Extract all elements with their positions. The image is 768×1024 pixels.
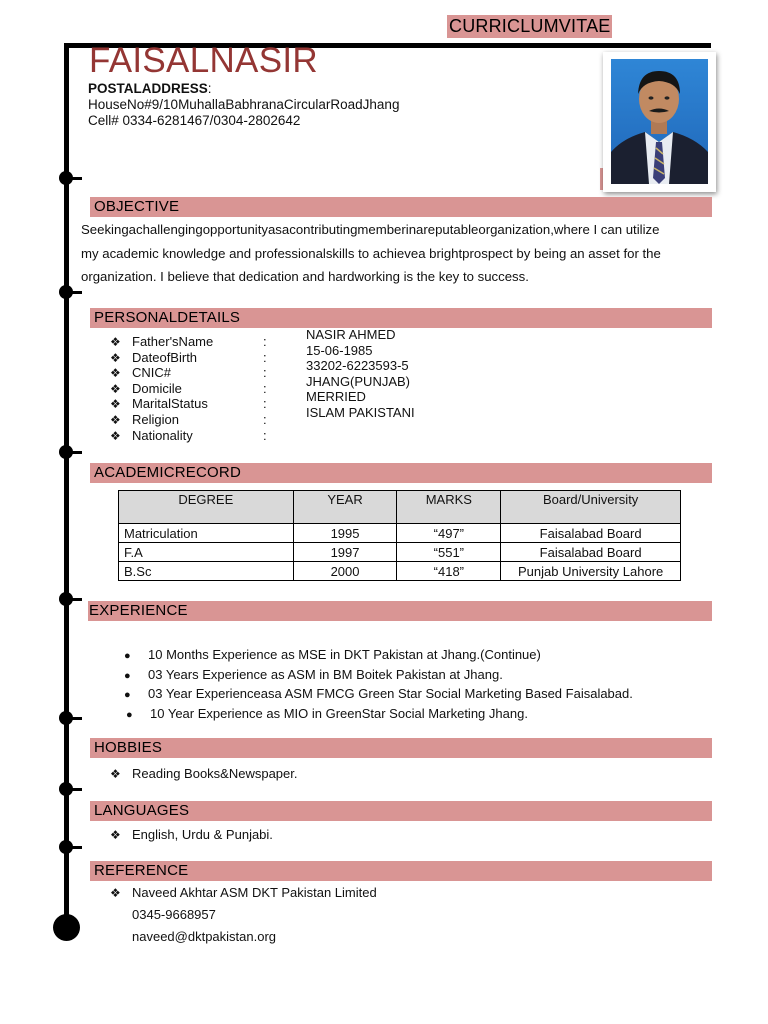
diamond-bullet-icon: ❖ xyxy=(110,767,121,781)
timeline-dot-icon xyxy=(59,592,73,606)
personal-details-title: PERSONALDETAILS xyxy=(94,309,241,326)
cell-marks: “551” xyxy=(397,543,501,562)
personal-colon: : xyxy=(263,349,267,365)
language-text: English, Urdu & Punjabi. xyxy=(132,827,273,842)
hobbies-section-bar xyxy=(90,738,712,758)
academic-header-row xyxy=(119,491,681,524)
experience-item-text: 03 Year Experienceasa ASM FMCG Green Star Social Marketing Based Faisalabad. xyxy=(148,686,633,701)
diamond-bullet-icon: ❖ xyxy=(110,366,121,381)
personal-colon: : xyxy=(263,412,267,427)
list-item xyxy=(124,665,503,687)
cell-degree: B.Sc xyxy=(119,562,294,581)
personal-label: Nationality xyxy=(132,427,193,443)
list-item xyxy=(110,824,273,846)
cell-marks: “497” xyxy=(397,524,501,543)
cell-degree: Matriculation xyxy=(119,524,294,543)
header-board: Board/University xyxy=(501,491,681,524)
header-year: YEAR xyxy=(293,491,397,524)
timeline-dot-icon xyxy=(59,782,73,796)
list-item xyxy=(124,684,633,706)
personal-value-marital-status: MERRIED xyxy=(306,389,366,405)
postal-address-label: POSTALADDRESS xyxy=(88,81,208,96)
personal-value-date-of-birth: 15-06-1985 xyxy=(306,342,373,358)
objective-title: OBJECTIVE xyxy=(94,198,180,215)
portrait-photo-icon xyxy=(603,52,716,192)
list-item xyxy=(110,882,377,904)
cell-year: 2000 xyxy=(293,562,397,581)
diamond-bullet-icon: ❖ xyxy=(110,350,121,365)
timeline-end-dot-icon xyxy=(53,914,80,941)
header-marks: MARKS xyxy=(397,491,501,524)
round-bullet-icon: ● xyxy=(124,650,131,662)
personal-colon: : xyxy=(263,380,267,396)
experience-item-text: 03 Years Experience as ASM in BM Boitek Pakistan at Jhang. xyxy=(148,666,503,682)
personal-value-cnic: 33202-6223593-5 xyxy=(306,358,409,374)
cell-marks: “418” xyxy=(397,562,501,581)
hobby-text: Reading Books&Newspaper. xyxy=(132,766,298,781)
objective-line: my academic knowledge and professionalskills to achievea brightprospect by being an asset for the xyxy=(81,245,661,261)
objective-text xyxy=(81,218,711,289)
timeline-dot-icon xyxy=(59,285,73,299)
header-degree: DEGREE xyxy=(119,491,294,524)
languages-section-bar xyxy=(90,801,712,821)
reference-section-bar xyxy=(90,861,712,881)
personal-row-fathers-name xyxy=(110,334,213,351)
diamond-bullet-icon: ❖ xyxy=(110,428,121,443)
profile-photo xyxy=(603,52,716,192)
experience-item-text: 10 Year Experience as MIO in GreenStar Social Marketing Jhang. xyxy=(150,705,528,721)
personal-row-marital-status xyxy=(110,396,208,413)
personal-row-date-of-birth xyxy=(110,350,197,367)
languages-title: LANGUAGES xyxy=(94,802,190,819)
objective-section-bar xyxy=(90,197,712,217)
cell-line: Cell# 0334-6281467/0304-2802642 xyxy=(88,113,301,128)
table-row xyxy=(119,524,681,543)
personal-details-section-bar xyxy=(90,308,712,328)
personal-colon: : xyxy=(263,334,267,349)
personal-colon: : xyxy=(263,365,267,381)
cell-board: Punjab University Lahore xyxy=(501,562,681,581)
cell-degree: F.A xyxy=(119,543,294,562)
academic-section-bar xyxy=(90,463,712,483)
personal-value-domicile: JHANG(PUNJAB) xyxy=(306,373,411,389)
timeline-dot-icon xyxy=(59,711,73,725)
personal-label: DateofBirth xyxy=(132,349,198,365)
personal-label: Father'sName xyxy=(132,334,214,349)
cell-year: 1995 xyxy=(293,524,397,543)
timeline-dot-icon xyxy=(59,445,73,459)
personal-row-domicile xyxy=(110,381,182,398)
academic-table xyxy=(118,490,681,581)
list-item xyxy=(124,645,541,667)
experience-section-bar xyxy=(88,601,712,621)
personal-row-cnic xyxy=(110,365,171,382)
diamond-bullet-icon: ❖ xyxy=(110,886,121,900)
diamond-bullet-icon: ❖ xyxy=(110,381,121,396)
reference-phone: 0345-9668957 xyxy=(132,907,216,922)
personal-value-fathers-name: NASIR AHMED xyxy=(306,327,396,342)
diamond-bullet-icon: ❖ xyxy=(110,335,121,349)
academic-title: ACADEMICRECORD xyxy=(94,464,241,481)
personal-label: MaritalStatus xyxy=(132,396,208,412)
list-item xyxy=(110,763,298,785)
reference-title: REFERENCE xyxy=(94,862,189,879)
address-line: HouseNo#9/10MuhallaBabhranaCircularRoadJhang xyxy=(88,97,400,112)
cell-board: Faisalabad Board xyxy=(501,543,681,562)
personal-value-religion-nationality: ISLAM PAKISTANI xyxy=(306,405,415,420)
round-bullet-icon: ● xyxy=(124,689,131,701)
list-item xyxy=(126,704,528,726)
cell-year: 1997 xyxy=(293,543,397,562)
cell-board: Faisalabad Board xyxy=(501,524,681,543)
postal-address-colon: : xyxy=(207,81,212,96)
personal-label: CNIC# xyxy=(132,365,172,381)
personal-label: Religion xyxy=(132,412,179,427)
reference-name: Naveed Akhtar ASM DKT Pakistan Limited xyxy=(132,885,377,900)
personal-row-religion xyxy=(110,412,179,429)
round-bullet-icon: ● xyxy=(124,669,131,682)
postal-address-heading xyxy=(88,81,212,97)
objective-line: Seekingachallengingopportunityasacontributingmemberinareputableorganization,where I can utilize xyxy=(81,222,660,237)
reference-email: naveed@dktpakistan.org xyxy=(132,929,277,944)
personal-colon: : xyxy=(263,396,267,412)
personal-row-nationality xyxy=(110,428,193,445)
table-row xyxy=(119,562,681,581)
personal-label: Domicile xyxy=(132,380,182,396)
diamond-bullet-icon: ❖ xyxy=(110,413,121,427)
personal-colon: : xyxy=(263,427,267,443)
diamond-bullet-icon: ❖ xyxy=(110,397,121,412)
candidate-name: FAISALNASIR xyxy=(89,41,318,80)
table-row xyxy=(119,543,681,562)
experience-item-text: 10 Months Experience as MSE in DKT Pakistan at Jhang.(Continue) xyxy=(148,647,541,662)
round-bullet-icon: ● xyxy=(126,708,133,721)
timeline-dot-icon xyxy=(59,171,73,185)
objective-line: organization. I believe that dedication and hardworking is the key to success. xyxy=(81,269,529,284)
document-title: CURRICLUMVITAE xyxy=(449,16,611,36)
experience-title: EXPERIENCE xyxy=(89,602,188,619)
hobbies-title: HOBBIES xyxy=(94,739,163,756)
diamond-bullet-icon: ❖ xyxy=(110,828,121,842)
timeline-dot-icon xyxy=(59,840,73,854)
